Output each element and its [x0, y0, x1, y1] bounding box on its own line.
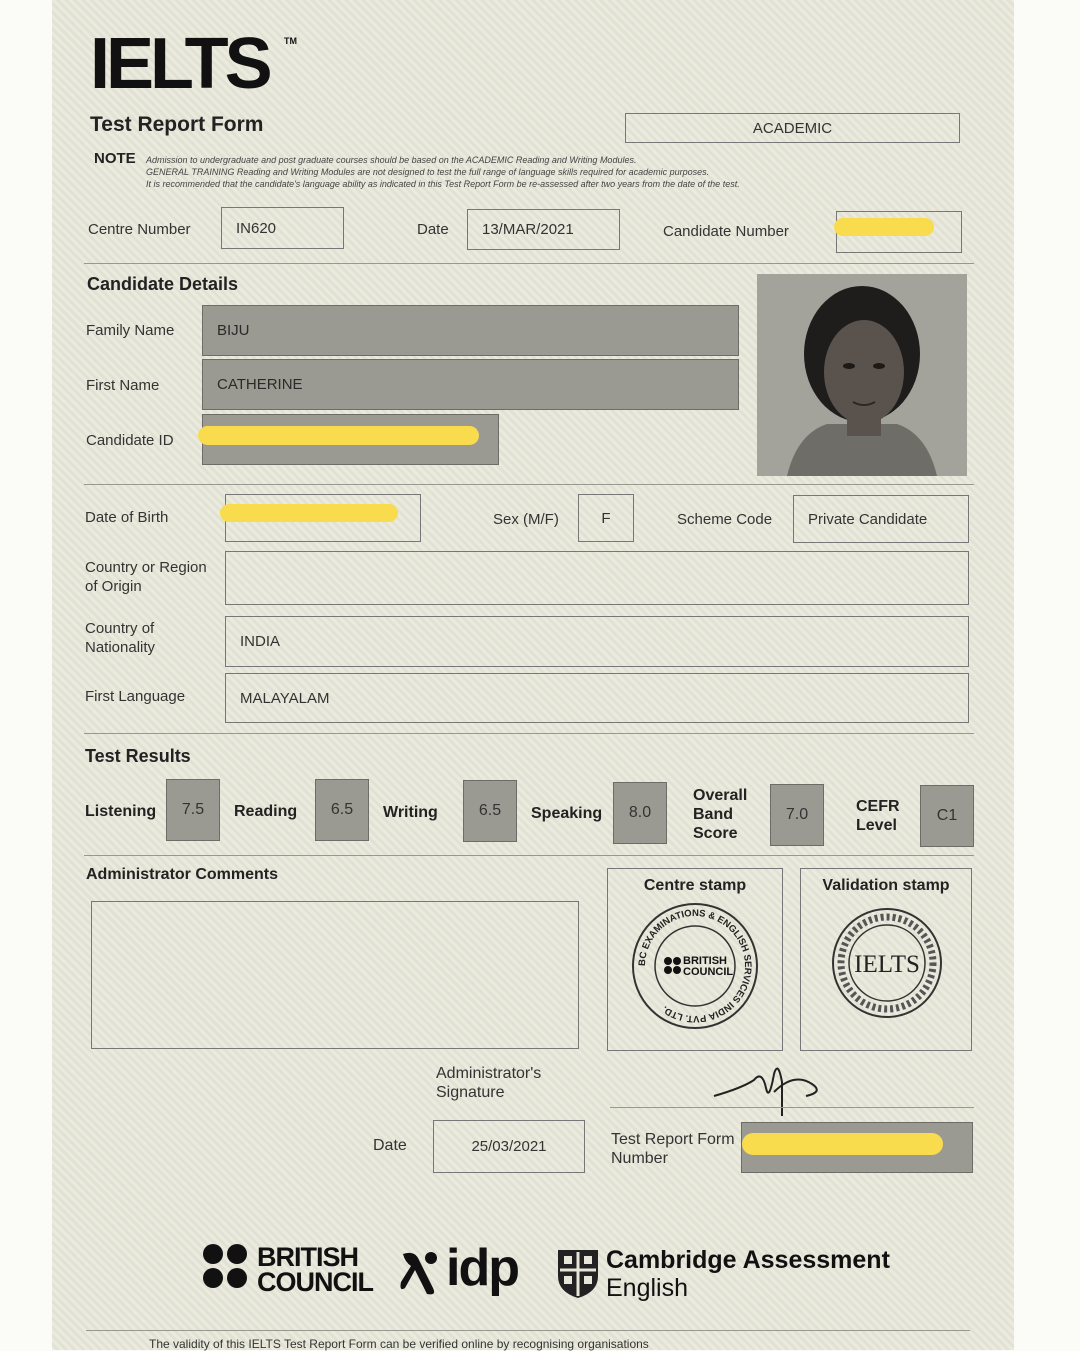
language-field: MALAYALAM: [225, 673, 969, 723]
centre-number-label: Centre Number: [88, 221, 191, 238]
trf-label-line: Number: [611, 1150, 668, 1167]
origin-label-line: Country or Region: [85, 559, 207, 576]
centre-stamp-label: Centre stamp: [643, 877, 747, 894]
speaking-score: 8.0: [613, 782, 667, 844]
signature-label-line: Signature: [436, 1084, 505, 1101]
sex-field: F: [578, 494, 634, 542]
trf-label-line: Test Report Form: [611, 1131, 735, 1148]
divider: [84, 855, 974, 856]
bc-logo-line: BRITISH: [257, 1242, 358, 1272]
overall-label: [693, 786, 747, 843]
note-line-2: GENERAL TRAINING Reading and Writing Modules are not designed to test the full range of language skills required for academic purposes.: [146, 167, 710, 177]
date-label: Date: [417, 221, 449, 238]
origin-label-line: of Origin: [85, 578, 142, 595]
overall-label-line: Band: [693, 806, 733, 823]
issue-date-field: 25/03/2021: [433, 1120, 585, 1173]
candidate-details-title: Candidate Details: [87, 274, 239, 294]
first-name-field: CATHERINE: [202, 359, 739, 410]
cefr-label-line: CEFR: [856, 798, 900, 815]
origin-field: [225, 551, 969, 605]
admin-comments-label: Administrator Comments: [86, 866, 279, 883]
form-title: Test Report Form: [90, 113, 264, 136]
note-line-3: It is recommended that the candidate's language ability as indicated in this Test Report Form be re-assessed after two years from the date of the test.: [146, 179, 740, 189]
sex-label: Sex (M/F): [493, 511, 559, 528]
family-name-field: BIJU: [202, 305, 739, 356]
validation-stamp-seal: [831, 907, 943, 1019]
signature-label-line: Administrator's: [436, 1065, 542, 1082]
divider: [86, 1330, 970, 1331]
cefr-level: C1: [920, 785, 974, 847]
divider: [84, 484, 974, 485]
cambridge-shield-icon: [556, 1248, 600, 1300]
redaction-highlight: [834, 218, 934, 236]
first-name-label: First Name: [86, 377, 160, 394]
trademark: TM: [284, 36, 297, 46]
trf-number-label: [611, 1130, 735, 1168]
idp-logo: idp: [446, 1239, 518, 1297]
reading-score: 6.5: [315, 779, 369, 841]
redaction-highlight: [198, 426, 479, 445]
nationality-label: [85, 619, 155, 657]
dob-label: Date of Birth: [85, 509, 169, 526]
writing-score: 6.5: [463, 780, 517, 842]
divider: [84, 733, 974, 734]
validation-stamp-box: [800, 868, 972, 1051]
centre-stamp-seal: [630, 901, 760, 1031]
redaction-highlight: [220, 504, 398, 522]
listening-score: 7.5: [166, 779, 220, 841]
listening-label: Listening: [85, 803, 157, 820]
ielts-logo: IELTS: [90, 24, 269, 104]
scheme-label: Scheme Code: [677, 511, 773, 528]
note-label: NOTE: [94, 150, 136, 167]
cefr-label-line: Level: [856, 817, 897, 834]
cam-logo-line: English: [606, 1274, 688, 1302]
centre-stamp-box: [607, 868, 783, 1051]
cambridge-logo: [606, 1246, 890, 1302]
nationality-label-line: Nationality: [85, 639, 156, 656]
divider: [84, 263, 974, 264]
centre-number-field: IN620: [221, 207, 344, 249]
stamp-ring-text: BC EXAMINATIONS & ENGLISH SERVICES INDIA PVT. LTD.: [636, 907, 754, 1025]
candidate-id-label: Candidate ID: [86, 432, 174, 449]
note-line-1: Admission to undergraduate and post graduate courses should be based on the ACADEMIC Reading and Writing Modules.: [146, 155, 637, 165]
stamp-brand-line: BRITISH: [683, 955, 727, 967]
validation-stamp-label: Validation stamp: [822, 877, 950, 894]
idp-mark-icon: [397, 1248, 445, 1298]
reading-label: Reading: [234, 803, 298, 820]
issue-date-label: Date: [373, 1137, 407, 1154]
admin-signature-label: [436, 1064, 541, 1102]
british-council-dots-icon: [202, 1243, 250, 1291]
redaction-highlight: [742, 1133, 943, 1155]
speaking-label: Speaking: [531, 805, 603, 822]
writing-label: Writing: [383, 804, 438, 821]
test-results-title: Test Results: [85, 746, 191, 766]
overall-label-line: Overall: [693, 787, 748, 804]
bc-logo-line: COUNCIL: [257, 1267, 373, 1297]
origin-label: [85, 558, 207, 596]
cam-logo-line: Cambridge Assessment: [606, 1246, 890, 1274]
overall-label-line: Score: [693, 825, 738, 842]
language-label: First Language: [85, 688, 186, 705]
test-date-field: 13/MAR/2021: [467, 209, 620, 250]
candidate-photo: [757, 274, 967, 476]
admin-comments-box: [91, 901, 579, 1049]
cefr-label: [856, 797, 900, 835]
signature: [712, 1052, 837, 1122]
signature-line: [610, 1107, 974, 1108]
module-field: ACADEMIC: [625, 113, 960, 143]
scheme-field: Private Candidate: [793, 495, 969, 543]
overall-score: 7.0: [770, 784, 824, 846]
stamp-brand-line: COUNCIL: [683, 966, 734, 978]
british-council-logo: [257, 1242, 373, 1297]
validity-note: The validity of this IELTS Test Report Form can be verified online by recognising organisations: [149, 1337, 649, 1351]
nationality-field: INDIA: [225, 616, 969, 667]
validation-stamp-text: IELTS: [854, 951, 920, 978]
candidate-number-label: Candidate Number: [663, 223, 789, 240]
family-name-label: Family Name: [86, 322, 175, 339]
nationality-label-line: Country of: [85, 620, 155, 637]
